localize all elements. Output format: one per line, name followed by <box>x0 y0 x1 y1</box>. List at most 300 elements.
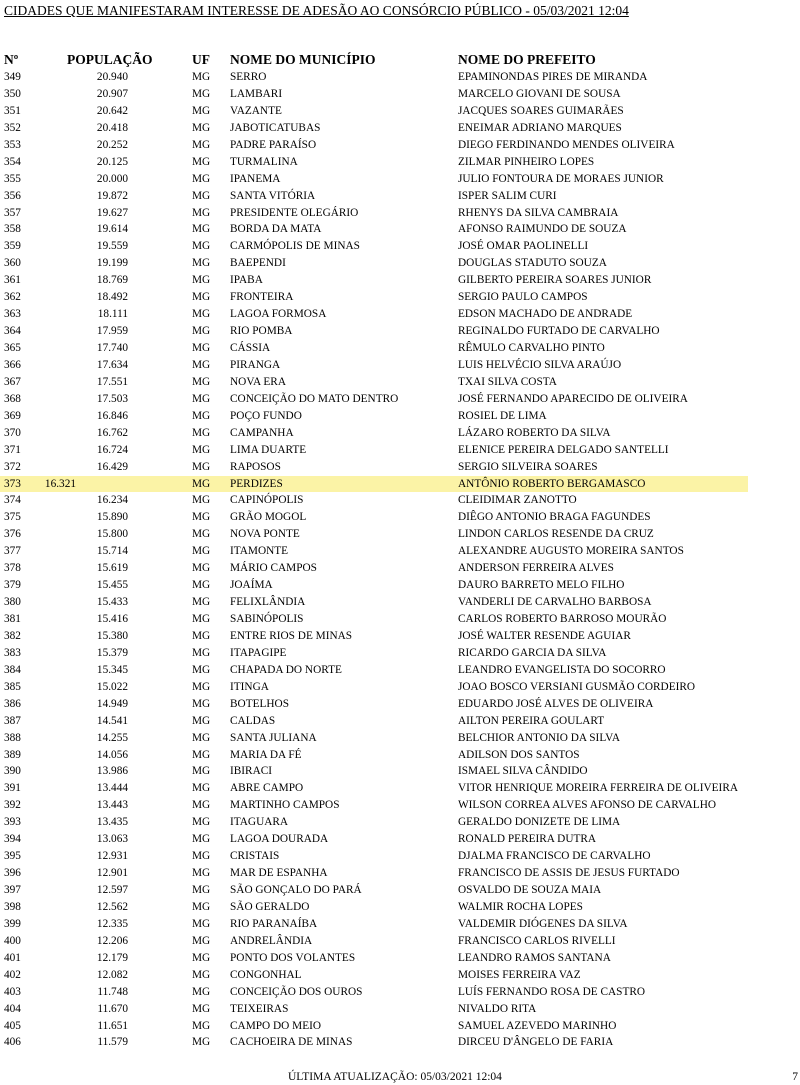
row-uf: MG <box>192 680 211 693</box>
row-population: 12.597 <box>96 884 128 896</box>
row-mayor: AFONSO RAIMUNDO DE SOUZA <box>458 223 627 236</box>
row-number: 388 <box>4 731 21 744</box>
row-municipality: ITINGA <box>230 680 269 693</box>
table-row <box>0 425 800 442</box>
row-mayor: BELCHIOR ANTONIO DA SILVA <box>458 731 621 744</box>
row-mayor: JULIO FONTOURA DE MORAES JUNIOR <box>458 172 664 185</box>
row-population: 20.907 <box>96 87 128 100</box>
row-mayor: SERGIO PAULO CAMPOS <box>458 291 588 304</box>
row-municipality: LAGOA DOURADA <box>230 833 329 846</box>
row-mayor: FRANCISCO CARLOS RIVELLI <box>458 934 616 947</box>
row-municipality: MÁRIO CAMPOS <box>230 562 317 575</box>
row-population: 19.614 <box>96 223 128 236</box>
row-uf: MG <box>192 104 211 117</box>
row-uf: MG <box>192 494 211 507</box>
row-mayor: JOSÉ WALTER RESENDE AGUIAR <box>458 629 631 642</box>
row-mayor: JOAO BOSCO VERSIANI GUSMÃO CORDEIRO <box>458 680 696 693</box>
row-municipality: ITAGUARA <box>230 816 289 829</box>
row-uf: MG <box>192 477 211 490</box>
row-population: 13.986 <box>96 765 128 778</box>
table-row <box>0 611 800 628</box>
page-number: 7 <box>792 1071 798 1083</box>
table-row <box>0 509 800 526</box>
row-uf: MG <box>192 426 211 439</box>
row-number: 368 <box>4 392 21 405</box>
row-mayor: CLEIDIMAR ZANOTTO <box>458 494 577 507</box>
table-row <box>0 459 800 476</box>
row-population: 17.503 <box>96 392 128 405</box>
row-number: 389 <box>4 748 21 761</box>
row-uf: MG <box>192 714 211 727</box>
row-municipality: CONCEIÇÃO DO MATO DENTRO <box>230 392 399 405</box>
row-mayor: REGINALDO FURTADO DE CARVALHO <box>458 325 660 338</box>
row-uf: MG <box>192 596 211 609</box>
row-population: 20.940 <box>96 71 128 83</box>
row-mayor: LUIS HELVÉCIO SILVA ARAÚJO <box>458 358 622 371</box>
row-population: 16.724 <box>96 443 128 456</box>
row-municipality: ANDRELÂNDIA <box>230 934 313 947</box>
row-mayor: ISPER SALIM CURI <box>458 189 557 202</box>
row-uf: MG <box>192 867 211 880</box>
table-row <box>0 933 800 950</box>
row-uf: MG <box>192 189 211 202</box>
row-mayor: LEANDRO EVANGELISTA DO SOCORRO <box>458 663 666 676</box>
row-mayor: EPAMINONDAS PIRES DE MIRANDA <box>458 71 648 83</box>
row-population: 17.634 <box>96 358 128 371</box>
row-mayor: ENEIMAR ADRIANO MARQUES <box>458 121 622 134</box>
row-population: 14.949 <box>96 697 128 710</box>
row-municipality: CAPINÓPOLIS <box>230 494 304 507</box>
row-number: 377 <box>4 545 21 558</box>
row-municipality: CAMPANHA <box>230 426 294 439</box>
table-row <box>0 1034 800 1051</box>
row-municipality: SABINÓPOLIS <box>230 613 304 625</box>
table-row <box>0 306 800 323</box>
row-uf: MG <box>192 223 211 236</box>
row-mayor: TXAI SILVA COSTA <box>458 375 557 388</box>
row-number: 385 <box>4 680 21 693</box>
table-row <box>0 408 800 425</box>
row-mayor: WALMIR ROCHA LOPES <box>458 900 583 913</box>
row-population: 13.063 <box>96 833 128 846</box>
row-population: 18.492 <box>96 291 128 304</box>
row-number: 365 <box>4 342 21 354</box>
row-population: 12.901 <box>96 867 128 880</box>
row-population: 12.931 <box>96 850 128 863</box>
row-population: 19.872 <box>96 189 128 202</box>
footer-last-update: ÚLTIMA ATUALIZAÇÃO: 05/03/2021 12:04 <box>288 1071 502 1083</box>
row-municipality: NOVA PONTE <box>230 528 300 541</box>
row-mayor: SAMUEL AZEVEDO MARINHO <box>458 1019 617 1032</box>
row-number: 376 <box>4 528 21 541</box>
table-row <box>0 69 800 86</box>
table-row <box>0 526 800 543</box>
row-uf: MG <box>192 884 211 896</box>
table-body <box>0 69 800 1051</box>
row-number: 398 <box>4 900 21 913</box>
table-row <box>0 137 800 154</box>
row-population: 18.111 <box>97 308 128 321</box>
row-uf: MG <box>192 443 211 456</box>
row-population: 16.762 <box>96 426 128 439</box>
row-municipality: CAMPO DO MEIO <box>230 1019 322 1032</box>
row-uf: MG <box>192 1036 211 1049</box>
row-municipality: LAMBARI <box>230 87 283 100</box>
row-uf: MG <box>192 71 211 83</box>
row-municipality: MARIA DA FÉ <box>230 748 302 761</box>
row-population: 14.541 <box>96 714 128 727</box>
table-row <box>0 696 800 713</box>
row-uf: MG <box>192 646 211 659</box>
row-number: 350 <box>4 87 21 100</box>
row-mayor: DAURO BARRETO MELO FILHO <box>458 579 625 592</box>
row-mayor: VITOR HENRIQUE MOREIRA FERREIRA DE OLIVEIRA <box>458 782 739 795</box>
row-population: 11.748 <box>97 985 128 998</box>
row-population: 19.199 <box>96 257 128 270</box>
row-mayor: ALEXANDRE AUGUSTO MOREIRA SANTOS <box>458 545 684 558</box>
row-municipality: BOTELHOS <box>230 697 289 710</box>
row-municipality: RIO PARANAÍBA <box>230 917 318 930</box>
row-number: 387 <box>4 714 21 727</box>
row-number: 384 <box>4 663 21 676</box>
row-number: 373 <box>4 477 21 490</box>
row-mayor: MARCELO GIOVANI DE SOUSA <box>458 87 621 100</box>
row-mayor: OSVALDO DE SOUZA MAIA <box>458 884 602 896</box>
row-municipality: CACHOEIRA DE MINAS <box>230 1036 353 1049</box>
row-number: 386 <box>4 697 21 710</box>
row-uf: MG <box>192 629 211 642</box>
row-municipality: BAEPENDI <box>230 257 286 270</box>
row-number: 379 <box>4 579 21 592</box>
row-uf: MG <box>192 934 211 947</box>
row-number: 391 <box>4 782 21 795</box>
row-municipality: IPANEMA <box>230 172 281 185</box>
row-municipality: TURMALINA <box>230 155 298 168</box>
row-population: 12.562 <box>96 900 128 913</box>
table-row <box>0 848 800 865</box>
row-uf: MG <box>192 1002 211 1015</box>
table-row <box>0 323 800 340</box>
row-uf: MG <box>192 782 211 795</box>
row-uf: MG <box>192 1019 211 1032</box>
row-number: 400 <box>4 934 21 947</box>
row-mayor: LINDON CARLOS RESENDE DA CRUZ <box>458 528 654 541</box>
row-number: 374 <box>4 494 21 507</box>
table-row <box>0 1018 800 1035</box>
row-uf: MG <box>192 850 211 863</box>
row-mayor: LUÍS FERNANDO ROSA DE CASTRO <box>458 985 646 998</box>
table-row <box>0 255 800 272</box>
row-population: 14.255 <box>96 731 128 744</box>
row-municipality: CÁSSIA <box>230 342 271 354</box>
row-number: 359 <box>4 240 21 253</box>
row-uf: MG <box>192 697 211 710</box>
row-population: 15.800 <box>96 528 128 541</box>
table-row <box>0 442 800 459</box>
row-number: 392 <box>4 799 21 812</box>
row-population: 12.082 <box>96 968 128 981</box>
table-row <box>0 1001 800 1018</box>
row-municipality: FRONTEIRA <box>230 291 294 304</box>
row-number: 371 <box>4 443 21 456</box>
table-row <box>0 374 800 391</box>
table-row <box>0 391 800 408</box>
row-population: 12.335 <box>96 917 128 930</box>
row-municipality: FELIXLÂNDIA <box>230 596 306 609</box>
row-mayor: JOSÉ FERNANDO APARECIDO DE OLIVEIRA <box>458 392 688 405</box>
table-row <box>0 86 800 103</box>
row-municipality: ITAPAGIPE <box>230 646 287 659</box>
row-number: 397 <box>4 884 21 896</box>
row-mayor: ELENICE PEREIRA DELGADO SANTELLI <box>458 443 669 456</box>
row-number: 404 <box>4 1002 21 1015</box>
row-mayor: VANDERLI DE CARVALHO BARBOSA <box>458 596 652 609</box>
row-number: 382 <box>4 629 21 642</box>
table-row <box>0 679 800 696</box>
row-population: 20.642 <box>96 104 128 117</box>
row-municipality: JABOTICATUBAS <box>230 121 321 134</box>
table-header <box>0 52 800 69</box>
row-municipality: TEIXEIRAS <box>230 1002 289 1015</box>
row-mayor: WILSON CORREA ALVES AFONSO DE CARVALHO <box>458 799 717 812</box>
table-row <box>0 662 800 679</box>
row-municipality: ABRE CAMPO <box>230 782 304 795</box>
table-row <box>0 899 800 916</box>
row-number: 395 <box>4 850 21 863</box>
row-municipality: CONCEIÇÃO DOS OUROS <box>230 985 363 998</box>
row-number: 402 <box>4 968 21 981</box>
row-mayor: RÊMULO CARVALHO PINTO <box>458 342 605 354</box>
row-number: 360 <box>4 257 21 270</box>
table-row <box>0 916 800 933</box>
row-number: 390 <box>4 765 21 778</box>
row-mayor: GILBERTO PEREIRA SOARES JUNIOR <box>458 274 652 287</box>
row-number: 406 <box>4 1036 21 1049</box>
row-municipality: LIMA DUARTE <box>230 443 307 456</box>
row-uf: MG <box>192 765 211 778</box>
table-row <box>0 221 800 238</box>
row-uf: MG <box>192 409 211 422</box>
row-population: 15.380 <box>96 629 128 642</box>
table-row <box>0 594 800 611</box>
row-number: 358 <box>4 223 21 236</box>
row-number: 355 <box>4 172 21 185</box>
row-population: 19.627 <box>96 206 128 219</box>
row-number: 383 <box>4 646 21 659</box>
table-row <box>0 492 800 509</box>
row-mayor: DIÊGO ANTONIO BRAGA FAGUNDES <box>458 511 651 524</box>
row-mayor: GERALDO DONIZETE DE LIMA <box>458 816 621 829</box>
row-mayor: FRANCISCO DE ASSIS DE JESUS FURTADO <box>458 867 680 880</box>
row-uf: MG <box>192 579 211 592</box>
row-municipality: SÃO GONÇALO DO PARÁ <box>230 884 362 896</box>
row-uf: MG <box>192 257 211 270</box>
row-uf: MG <box>192 748 211 761</box>
row-municipality: BORDA DA MATA <box>230 223 322 236</box>
row-municipality: CONGONHAL <box>230 968 302 981</box>
row-number: 354 <box>4 155 21 168</box>
row-uf: MG <box>192 985 211 998</box>
row-uf: MG <box>192 274 211 287</box>
row-municipality: LAGOA FORMOSA <box>230 308 327 321</box>
header-mayor: NOME DO PREFEITO <box>458 52 596 67</box>
table-row <box>0 272 800 289</box>
row-mayor: EDUARDO JOSÉ ALVES DE OLIVEIRA <box>458 697 654 710</box>
table-row <box>0 645 800 662</box>
row-municipality: CRISTAIS <box>230 850 280 863</box>
table-row <box>0 357 800 374</box>
row-uf: MG <box>192 562 211 575</box>
table-row <box>0 560 800 577</box>
row-uf: MG <box>192 358 211 371</box>
row-uf: MG <box>192 511 211 524</box>
row-number: 361 <box>4 274 21 287</box>
row-number: 378 <box>4 562 21 575</box>
row-number: 362 <box>4 291 21 304</box>
row-number: 399 <box>4 917 21 930</box>
row-uf: MG <box>192 155 211 168</box>
row-municipality: CHAPADA DO NORTE <box>230 663 342 676</box>
row-number: 369 <box>4 409 21 422</box>
row-mayor: DOUGLAS STADUTO SOUZA <box>458 257 607 270</box>
row-municipality: SÃO GERALDO <box>230 900 310 913</box>
page-title: CIDADES QUE MANIFESTARAM INTERESSE DE ADESÃO AO CONSÓRCIO PÚBLICO - 05/03/2021 12:04 <box>4 3 629 18</box>
row-number: 405 <box>4 1019 21 1032</box>
row-uf: MG <box>192 325 211 338</box>
row-mayor: RONALD PEREIRA DUTRA <box>458 833 597 846</box>
row-municipality: SANTA VITÓRIA <box>230 189 316 202</box>
row-uf: MG <box>192 342 211 354</box>
table-row <box>0 797 800 814</box>
row-municipality: CALDAS <box>230 714 276 727</box>
row-population: 15.619 <box>96 562 128 575</box>
row-uf: MG <box>192 375 211 388</box>
row-number: 363 <box>4 308 21 321</box>
table-row <box>0 120 800 137</box>
row-municipality: ITAMONTE <box>230 545 289 558</box>
row-uf: MG <box>192 460 211 473</box>
row-number: 353 <box>4 138 21 151</box>
table-row <box>0 747 800 764</box>
row-population: 12.179 <box>96 951 128 964</box>
row-population: 20.252 <box>96 138 128 151</box>
row-municipality: PERDIZES <box>230 477 283 490</box>
table-row <box>0 103 800 120</box>
row-municipality: PIRANGA <box>230 358 281 371</box>
row-number: 370 <box>4 426 21 439</box>
row-uf: MG <box>192 206 211 219</box>
table-row <box>0 865 800 882</box>
row-population: 15.433 <box>96 596 128 609</box>
row-population: 15.890 <box>96 511 128 524</box>
row-number: 351 <box>4 104 21 117</box>
header-uf: UF <box>192 52 210 67</box>
row-uf: MG <box>192 799 211 812</box>
row-uf: MG <box>192 968 211 981</box>
row-municipality: NOVA ERA <box>230 375 286 388</box>
row-mayor: DIRCEU D'ÂNGELO DE FARIA <box>458 1036 614 1049</box>
row-population: 16.429 <box>96 460 128 473</box>
table-row <box>0 628 800 645</box>
row-mayor: ANDERSON FERREIRA ALVES <box>458 562 614 575</box>
row-number: 394 <box>4 833 21 846</box>
row-municipality: ENTRE RIOS DE MINAS <box>230 629 353 642</box>
table-row <box>0 154 800 171</box>
row-municipality: JOAÍMA <box>230 579 273 592</box>
row-uf: MG <box>192 87 211 100</box>
row-municipality: MAR DE ESPANHA <box>230 867 328 880</box>
row-number: 357 <box>4 206 21 219</box>
table-row <box>0 763 800 780</box>
row-population: 15.416 <box>96 613 128 625</box>
row-population: 20.125 <box>96 155 128 168</box>
row-population: 15.379 <box>96 646 128 659</box>
row-population: 14.056 <box>96 748 128 761</box>
row-population: 11.670 <box>97 1002 128 1015</box>
row-municipality: MARTINHO CAMPOS <box>230 799 340 812</box>
row-municipality: IBIRACI <box>230 765 273 778</box>
row-number: 356 <box>4 189 21 202</box>
row-mayor: ISMAEL SILVA CÂNDIDO <box>458 765 588 778</box>
row-population: 20.418 <box>96 121 128 134</box>
row-population: 17.740 <box>96 342 128 354</box>
row-population: 20.000 <box>96 172 128 185</box>
table-row <box>0 577 800 594</box>
row-mayor: CARLOS ROBERTO BARROSO MOURÃO <box>458 613 667 625</box>
row-number: 380 <box>4 596 21 609</box>
row-mayor: VALDEMIR DIÓGENES DA SILVA <box>458 917 628 930</box>
table-row <box>0 171 800 188</box>
row-uf: MG <box>192 816 211 829</box>
table-row <box>0 950 800 967</box>
table-row <box>0 340 800 357</box>
row-mayor: MOISES FERREIRA VAZ <box>458 968 581 981</box>
row-uf: MG <box>192 613 211 625</box>
row-mayor: ROSIEL DE LIMA <box>458 409 547 422</box>
row-municipality: CARMÓPOLIS DE MINAS <box>230 240 360 253</box>
row-number: 401 <box>4 951 21 964</box>
row-municipality: VAZANTE <box>230 104 282 117</box>
row-population: 19.559 <box>96 240 128 253</box>
row-uf: MG <box>192 900 211 913</box>
row-mayor: RICARDO GARCIA DA SILVA <box>458 646 607 659</box>
row-population: 17.551 <box>96 375 128 388</box>
row-uf: MG <box>192 121 211 134</box>
row-mayor: AILTON PEREIRA GOULART <box>458 714 605 727</box>
row-uf: MG <box>192 528 211 541</box>
row-population: 13.444 <box>96 782 128 795</box>
row-uf: MG <box>192 172 211 185</box>
row-population: 15.455 <box>96 579 128 592</box>
row-number: 349 <box>4 71 21 83</box>
row-uf: MG <box>192 833 211 846</box>
table-row <box>0 882 800 899</box>
row-uf: MG <box>192 392 211 405</box>
table-row <box>0 984 800 1001</box>
row-population: 16.321 <box>44 477 76 490</box>
row-mayor: JACQUES SOARES GUIMARÃES <box>458 104 624 117</box>
row-municipality: POÇO FUNDO <box>230 409 302 422</box>
row-mayor: NIVALDO RITA <box>458 1002 537 1015</box>
row-mayor: ZILMAR PINHEIRO LOPES <box>458 155 595 168</box>
row-number: 352 <box>4 121 21 134</box>
row-uf: MG <box>192 291 211 304</box>
table-row-highlighted <box>0 476 748 493</box>
table-row <box>0 713 800 730</box>
table-row <box>0 289 800 306</box>
header-municipality: NOME DO MUNICÍPIO <box>230 52 376 67</box>
row-municipality: GRÃO MOGOL <box>230 511 307 524</box>
